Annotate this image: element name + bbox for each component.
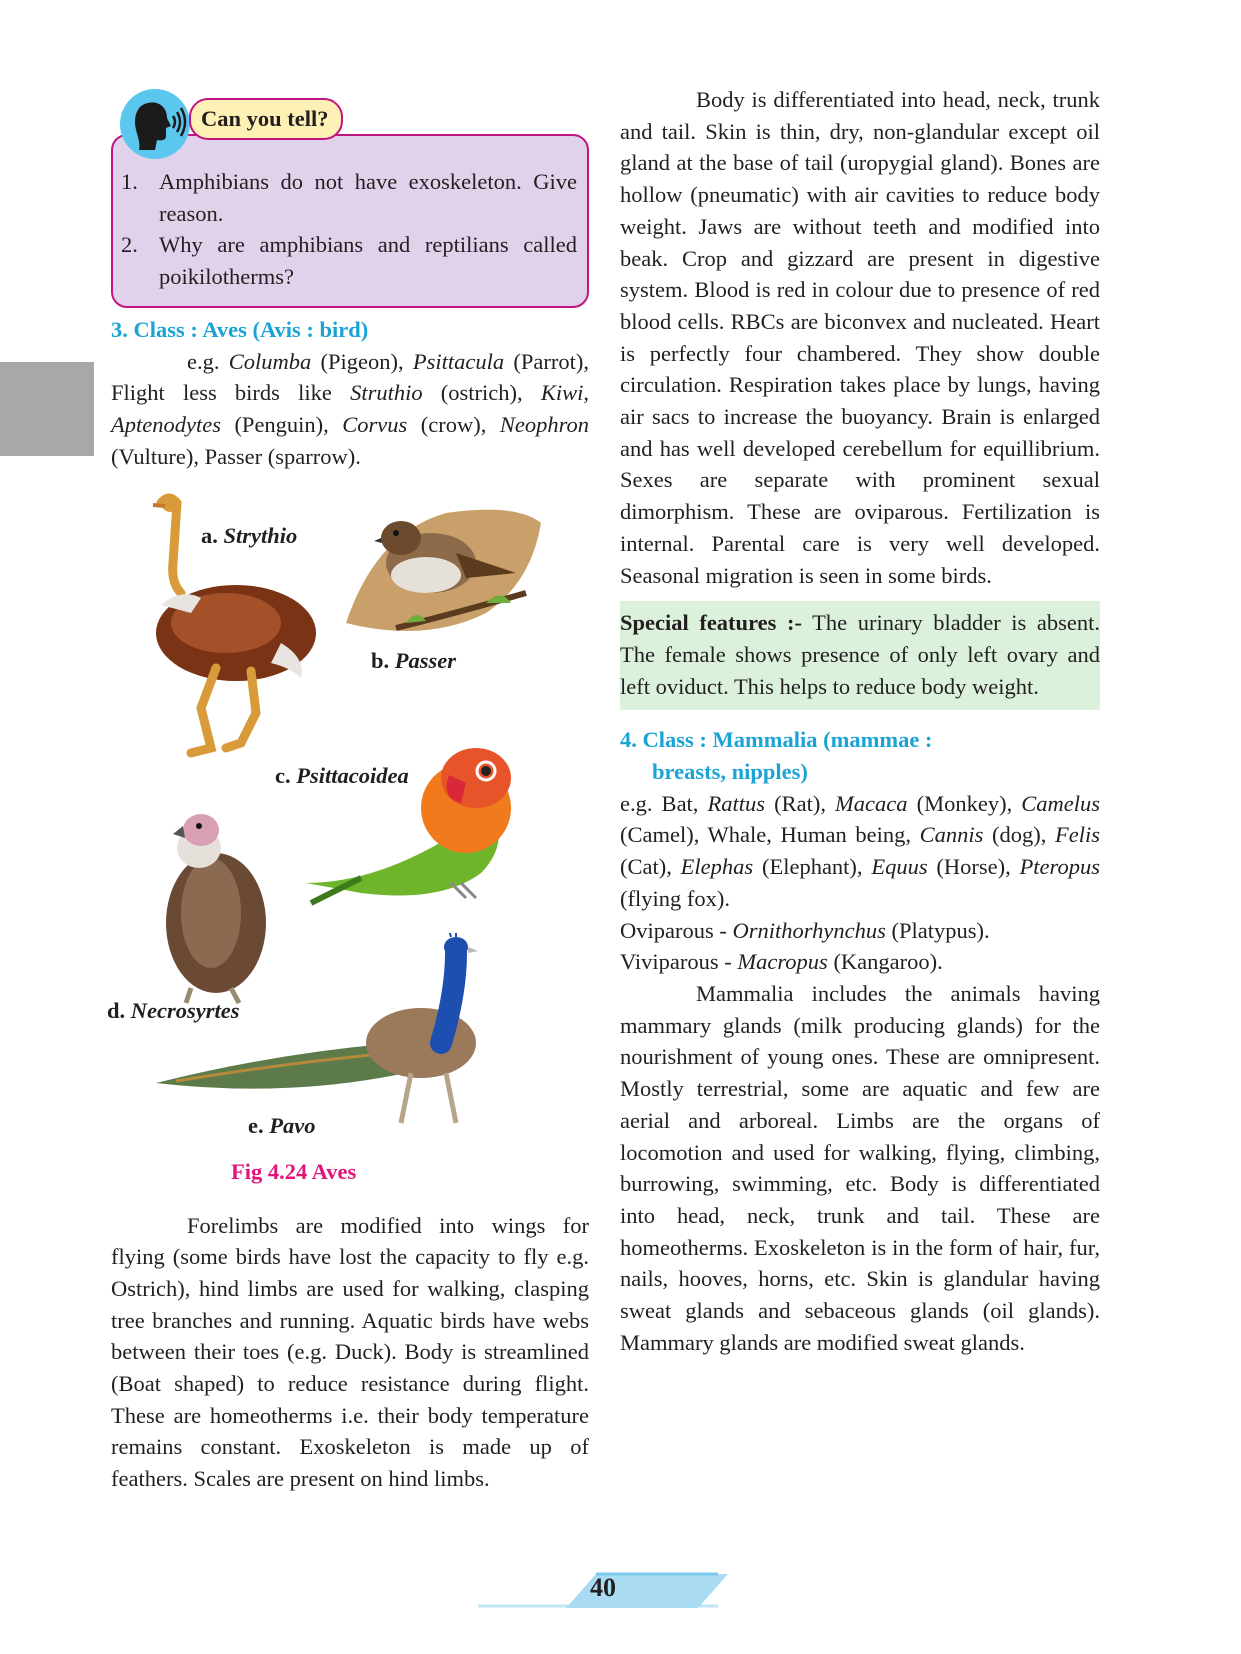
genus-name: Aptenodytes (111, 412, 221, 438)
chapter-side-tab (0, 362, 94, 456)
left-column (107, 84, 589, 1495)
figure-caption: Fig 4.24 Aves (231, 1158, 357, 1184)
mammalia-heading-line1: 4. Class : Mammalia (mammae : (620, 727, 933, 753)
text-run: (crow), (407, 412, 500, 438)
label-letter: a. (201, 522, 218, 548)
genus-name: Cannis (919, 822, 984, 848)
mammalia-paragraph: Mammalia includes the animals having mammary glands (milk producing glands) for the nourishment of young ones. These are omnipresent. Mostly terrestrial, some are aquatic and few are aerial and arboreal. Limbs are the organs of locomotion and used for walking, flying, climbing, burrowing, swimming, etc. Body is differentiated into head, neck, trunk and tail. These are homeotherms. Exoskeleton is in the form of hair, fur, nails, hooves, horns, etc. Skin is glandular having sweat glands and sebaceous glands (oil glands). Mammary glands are modified sweat glands. (620, 980, 1100, 1355)
figure-label-c (275, 763, 409, 789)
aves-heading: 3. Class : Aves (Avis : bird) (111, 317, 369, 342)
page-number-ribbon (478, 1570, 728, 1610)
label-letter: d. (107, 997, 126, 1023)
text-run: Viviparous - (620, 949, 738, 975)
label-name: Pavo (269, 1112, 316, 1138)
aves-body-paragraph: Body is differentiated into head, neck, trunk and tail. Skin is thin, dry, non-glandular except oil gland at the base of tail (uropygial gland). Bones are hollow (pneumatic) with air cavities to reduce body weight. Jaws are without teeth and modified into beak. Crop and gizzard are present in digestive system. Blood is red in colour due to presence of red blood cells. RBCs are biconvex and nucleated. Heart is perfectly four chambered. They show double circulation. Respiration takes place by lungs, having air sacs to increase the buoyancy. Brain is enlarged and has well developed cerebellum for equillibrium. Sexes are separate with prominent sexual dimorphism. These are oviparous. Fertilization is internal. Parental care is very well developed. Seasonal migration is seen in some birds. (620, 87, 1100, 588)
aves-figure (107, 493, 589, 1193)
text-run: (Camel), Whale, Human being, (620, 822, 920, 848)
text-run: e.g. (187, 348, 220, 374)
peacock-illustration (156, 933, 516, 1128)
text-run: , (583, 380, 589, 406)
mammalia-heading (620, 724, 1100, 787)
text-run: (Parrot), Flight less birds like (111, 348, 589, 406)
text-run: (Monkey), (907, 790, 1022, 816)
genus-name: Macaca (835, 790, 908, 816)
question-list (121, 166, 577, 293)
genus-name: Felis (1055, 822, 1100, 848)
text-run: (Pigeon), (311, 348, 413, 374)
genus-name: Kiwi (540, 380, 584, 406)
aves-examples (111, 346, 589, 473)
question-text: Why are amphibians and reptilians called poikilotherms? (159, 232, 577, 290)
genus-name: Ornithorhynchus (732, 917, 886, 943)
label-letter: c. (275, 762, 291, 788)
genus-name: Corvus (342, 412, 408, 438)
figure-label-b (371, 648, 456, 674)
right-column (620, 84, 1100, 1358)
text-run: (flying fox). (620, 885, 730, 911)
genus-name: Neophron (499, 412, 589, 438)
genus-name: Struthio (350, 380, 423, 406)
viviparous-line (620, 946, 1100, 978)
oviparous-line (620, 915, 1100, 947)
can-you-tell-box (111, 106, 589, 308)
speaking-head-icon (119, 88, 191, 160)
text-run: (Elephant), (753, 854, 872, 880)
text-run: (dog), (983, 822, 1055, 848)
text-run: (Cat), (620, 854, 681, 880)
special-features-label: Special features :- (620, 610, 802, 636)
question-number: 2. (121, 232, 138, 258)
text-run: (Platypus). (885, 917, 990, 943)
special-features-box (620, 601, 1100, 710)
label-name: Strythio (223, 522, 298, 548)
genus-name: Psittacula (412, 348, 505, 374)
text-run: (Kangaroo). (827, 949, 943, 975)
text-run: (Vulture), Passer (sparrow). (111, 443, 361, 469)
genus-name: Columba (228, 348, 312, 374)
figure-label-a (201, 523, 297, 549)
genus-name: Camelus (1021, 790, 1101, 816)
label-name: Passer (394, 647, 457, 673)
text-run: (Horse), (927, 854, 1020, 880)
question-text: Amphibians do not have exoskeleton. Give reason. (159, 169, 577, 226)
genus-name: Macropus (737, 949, 828, 975)
genus-name: Rattus (707, 790, 766, 816)
special-features-text: The urinary bladder is absent. The female shows presence of only left ovary and left oviduct. This helps to reduce body weight. (620, 610, 1100, 699)
text-run: (Rat), (765, 790, 836, 816)
text-run: (ostrich), (422, 380, 541, 406)
label-letter: b. (371, 647, 390, 673)
can-you-tell-title: Can you tell? (189, 98, 343, 140)
genus-name: Equus (871, 854, 928, 880)
question-item (121, 229, 577, 292)
forelimbs-paragraph: Forelimbs are modified into wings for flying (some birds have lost the capacity to fly e.g. Ostrich), hind limbs are used for walking, clasping tree branches and running. Aquatic birds have webs between their toes (e.g. Duck). Body is streamlined (Boat shaped) to reduce resistance during flight. These are homeotherms i.e. their body temperature remains constant. Exoskeleton is made up of feathers. Scales are present on hind limbs. (111, 1212, 589, 1492)
label-name: Necrosyrtes (130, 997, 240, 1023)
genus-name: Pteropus (1019, 854, 1100, 880)
figure-label-e (248, 1113, 315, 1139)
mammalia-examples (620, 788, 1100, 915)
genus-name: Elephas (680, 854, 754, 880)
text-run: (Penguin), (220, 412, 343, 438)
page-number: 40 (590, 1573, 616, 1602)
text-run: e.g. Bat, (620, 790, 708, 816)
question-number: 1. (121, 169, 138, 194)
question-item (121, 166, 577, 229)
text-run: Oviparous - (620, 917, 733, 943)
label-name: Psittacoidea (296, 762, 409, 788)
parrot-illustration (301, 733, 531, 908)
label-letter: e. (248, 1112, 264, 1138)
sparrow-illustration (336, 503, 551, 643)
mammalia-heading-line2: breasts, nipples) (652, 759, 808, 785)
